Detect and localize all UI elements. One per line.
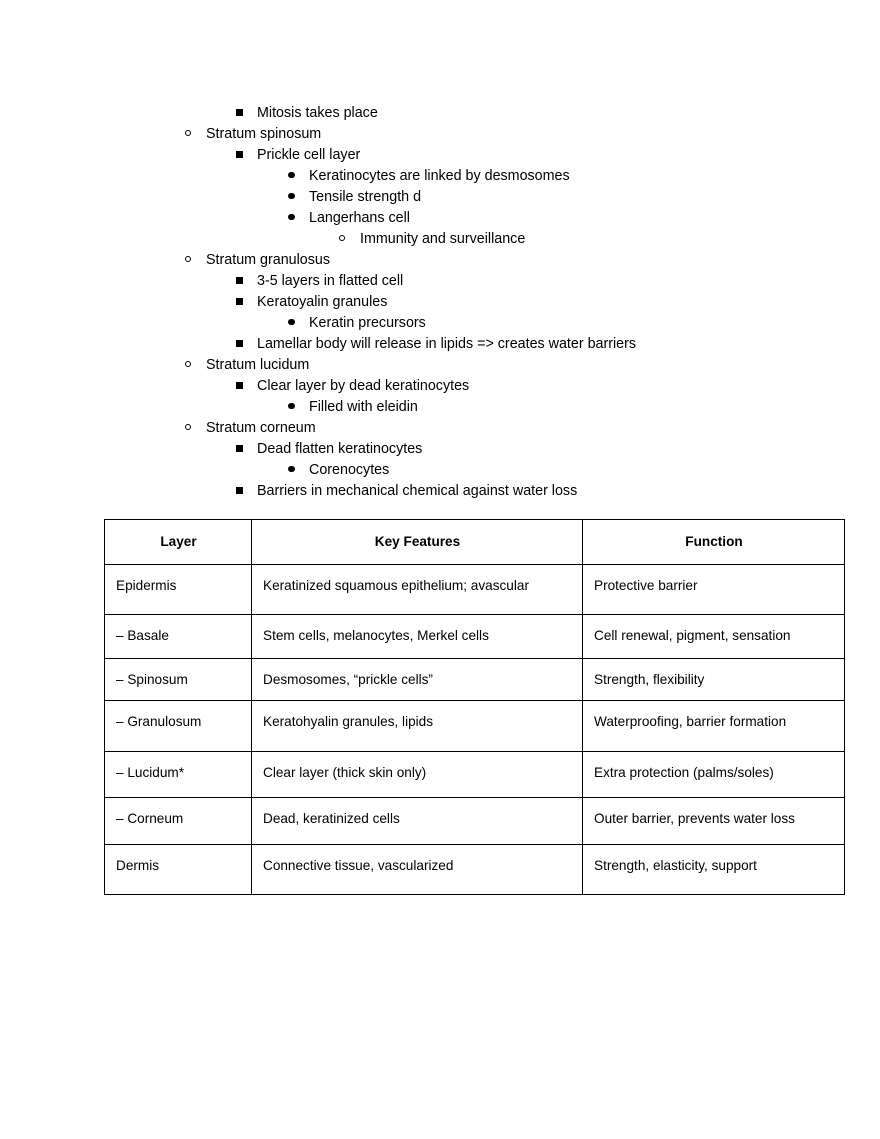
- outline-item: [0, 355, 880, 376]
- outline-item: [0, 187, 880, 208]
- square-bullet-icon: [236, 292, 243, 313]
- outline-item-label: Clear layer by dead keratinocytes: [257, 378, 470, 394]
- outline-item-label: Immunity and surveillance: [360, 231, 526, 247]
- square-bullet-icon-shape: [236, 382, 243, 389]
- square-bullet-icon-shape: [236, 445, 243, 452]
- cell-layer: – Granulosum: [105, 701, 252, 752]
- cell-layer: – Corneum: [105, 798, 252, 845]
- outline-item-label: Corenocytes: [309, 462, 390, 478]
- cell-key-features: Stem cells, melanocytes, Merkel cells: [252, 615, 583, 659]
- square-bullet-icon: [236, 334, 243, 355]
- outline-item-label: Keratinocytes are linked by desmosomes: [309, 168, 570, 184]
- outline-item: [0, 334, 880, 355]
- square-bullet-icon: [236, 103, 243, 124]
- outline-item-label: Mitosis takes place: [257, 105, 378, 121]
- hollow-circle-bullet-icon: [185, 124, 191, 145]
- disc-bullet-icon-shape: [288, 319, 295, 326]
- disc-bullet-icon-shape: [288, 193, 295, 200]
- cell-key-features: Connective tissue, vascularized: [252, 845, 583, 895]
- square-bullet-icon: [236, 439, 243, 460]
- square-bullet-icon: [236, 271, 243, 292]
- disc-bullet-icon: [288, 397, 295, 418]
- outline-item: [0, 145, 880, 166]
- column-header-features: Key Features: [252, 520, 583, 565]
- hollow-circle-bullet-icon-shape: [339, 235, 345, 241]
- cell-layer: – Lucidum*: [105, 752, 252, 798]
- cell-key-features: Desmosomes, “prickle cells”: [252, 659, 583, 701]
- cell-function: Extra protection (palms/soles): [583, 752, 845, 798]
- hollow-circle-bullet-icon-shape: [185, 256, 191, 262]
- cell-function: Cell renewal, pigment, sensation: [583, 615, 845, 659]
- table-row: [105, 565, 845, 615]
- cell-key-features: Clear layer (thick skin only): [252, 752, 583, 798]
- outline-item: [0, 103, 880, 124]
- disc-bullet-icon-shape: [288, 403, 295, 410]
- hollow-circle-bullet-icon-shape: [185, 361, 191, 367]
- outline-item: [0, 271, 880, 292]
- table-row: [105, 659, 845, 701]
- cell-key-features: Dead, keratinized cells: [252, 798, 583, 845]
- outline-item-label: Keratoyalin granules: [257, 294, 388, 310]
- disc-bullet-icon: [288, 166, 295, 187]
- cell-layer: Dermis: [105, 845, 252, 895]
- square-bullet-icon-shape: [236, 487, 243, 494]
- square-bullet-icon-shape: [236, 151, 243, 158]
- skin-layer-table: [104, 519, 845, 895]
- hollow-circle-bullet-icon: [185, 418, 191, 439]
- cell-key-features: Keratinized squamous epithelium; avascular: [252, 565, 583, 615]
- cell-function: Strength, elasticity, support: [583, 845, 845, 895]
- outline-item: [0, 166, 880, 187]
- table-header-row: [105, 520, 845, 565]
- square-bullet-icon: [236, 145, 243, 166]
- cell-function: Strength, flexibility: [583, 659, 845, 701]
- outline-item-label: Dead flatten keratinocytes: [257, 441, 423, 457]
- cell-key-features: Keratohyalin granules, lipids: [252, 701, 583, 752]
- cell-function: Protective barrier: [583, 565, 845, 615]
- outline-item: [0, 313, 880, 334]
- disc-bullet-icon: [288, 313, 295, 334]
- outline-item: [0, 250, 880, 271]
- outline-item-label: Filled with eleidin: [309, 399, 418, 415]
- outline-item: [0, 124, 880, 145]
- cell-layer: – Basale: [105, 615, 252, 659]
- disc-bullet-icon-shape: [288, 466, 295, 473]
- outline-item-label: Keratin precursors: [309, 315, 426, 331]
- outline-list: [0, 103, 880, 502]
- hollow-circle-bullet-icon: [185, 250, 191, 271]
- outline-item: [0, 376, 880, 397]
- table-row: [105, 752, 845, 798]
- hollow-circle-bullet-icon-shape: [185, 424, 191, 430]
- column-header-layer: Layer: [105, 520, 252, 565]
- outline-item-label: Stratum lucidum: [206, 357, 310, 373]
- disc-bullet-icon-shape: [288, 214, 295, 221]
- outline-item: [0, 208, 880, 229]
- table-body: [105, 565, 845, 895]
- outline-item: [0, 229, 880, 250]
- hollow-circle-bullet-icon-shape: [185, 130, 191, 136]
- table-row: [105, 615, 845, 659]
- square-bullet-icon-shape: [236, 298, 243, 305]
- outline-item: [0, 292, 880, 313]
- cell-function: Waterproofing, barrier formation: [583, 701, 845, 752]
- outline-item-label: Stratum spinosum: [206, 126, 322, 142]
- table-row: [105, 798, 845, 845]
- outline-item-label: 3-5 layers in flatted cell: [257, 273, 404, 289]
- outline-item: [0, 460, 880, 481]
- square-bullet-icon-shape: [236, 109, 243, 116]
- disc-bullet-icon: [288, 208, 295, 229]
- disc-bullet-icon-shape: [288, 172, 295, 179]
- cell-function: Outer barrier, prevents water loss: [583, 798, 845, 845]
- outline-item: [0, 439, 880, 460]
- outline-item-label: Tensile strength d: [309, 189, 422, 205]
- outline-item-label: Langerhans cell: [309, 210, 410, 226]
- square-bullet-icon-shape: [236, 340, 243, 347]
- outline-item-label: Barriers in mechanical chemical against water loss: [257, 483, 578, 499]
- outline-item-label: Lamellar body will release in lipids => creates water barriers: [257, 336, 637, 352]
- table-header: [105, 520, 845, 565]
- cell-layer: – Spinosum: [105, 659, 252, 701]
- disc-bullet-icon: [288, 460, 295, 481]
- outline-item: [0, 397, 880, 418]
- outline-item-label: Stratum granulosus: [206, 252, 330, 268]
- outline-item: [0, 481, 880, 502]
- outline-item-label: Stratum corneum: [206, 420, 316, 436]
- table-row: [105, 845, 845, 895]
- outline-item-label: Prickle cell layer: [257, 147, 361, 163]
- disc-bullet-icon: [288, 187, 295, 208]
- square-bullet-icon: [236, 481, 243, 502]
- table-row: [105, 701, 845, 752]
- square-bullet-icon: [236, 376, 243, 397]
- outline-item: [0, 418, 880, 439]
- square-bullet-icon-shape: [236, 277, 243, 284]
- column-header-function: Function: [583, 520, 845, 565]
- hollow-circle-bullet-icon: [339, 229, 345, 250]
- hollow-circle-bullet-icon: [185, 355, 191, 376]
- cell-layer: Epidermis: [105, 565, 252, 615]
